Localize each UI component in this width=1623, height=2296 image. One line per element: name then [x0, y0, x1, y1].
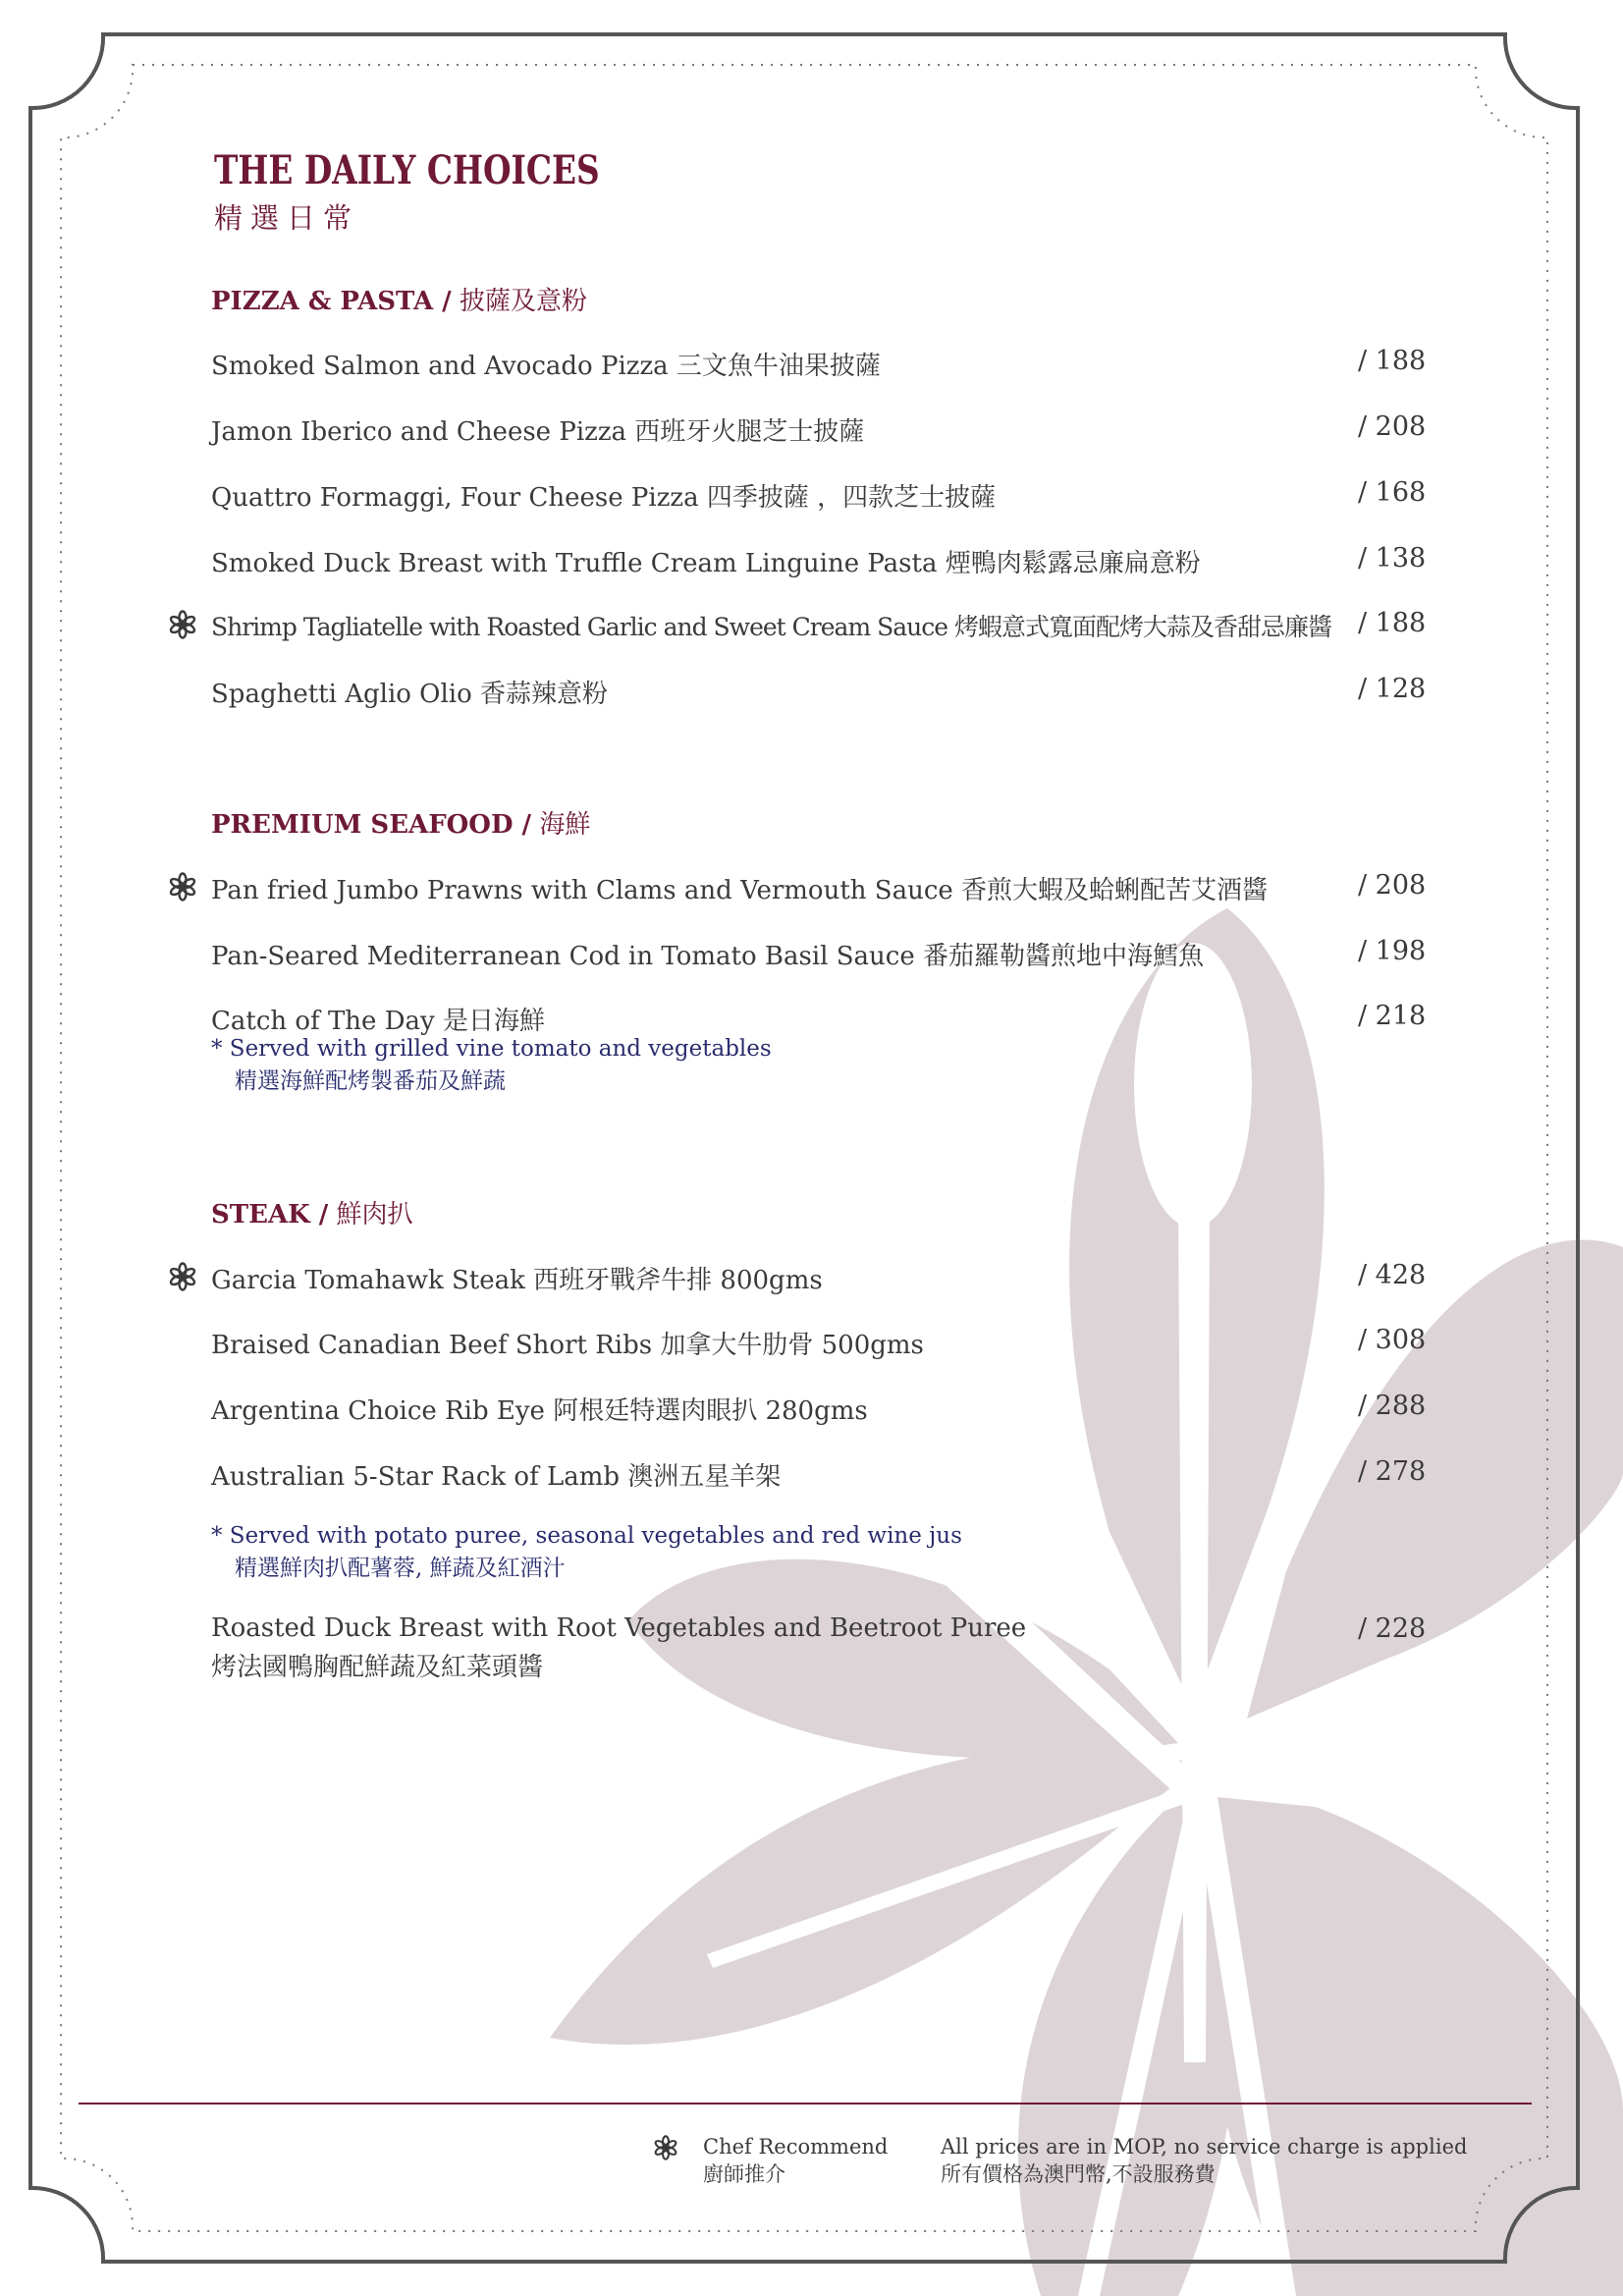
menu-item-name: Australian 5-Star Rack of Lamb 澳洲五星羊架: [211, 1462, 782, 1492]
menu-item-price: / 128: [1358, 674, 1427, 704]
section-heading-pizza-pasta: [211, 281, 587, 317]
menu-item-price: / 288: [1358, 1391, 1427, 1421]
menu-item: [211, 1325, 1429, 1364]
menu-item-name: Pan-Seared Mediterranean Cod in Tomato Basil Sauce 番茄羅勒醬煎地中海鱈魚: [211, 942, 1204, 971]
menu-item-price: / 228: [1358, 1613, 1427, 1644]
chef-recommend-icon: [168, 872, 197, 902]
page-subtitle: 精選日常: [214, 201, 360, 235]
menu-item-name: Roasted Duck Breast with Root Vegetables and Beetroot Puree: [211, 1613, 1027, 1643]
menu-item: [211, 1391, 1429, 1430]
menu-item-name: Smoked Duck Breast with Truffle Cream Linguine Pasta 煙鴨肉鬆露忌廉扁意粉: [211, 549, 1201, 578]
section-heading-premium-seafood: [211, 804, 590, 841]
footnote-en: All prices are in MOP, no service charge is applied: [941, 2135, 1468, 2159]
menu-item-name: Garcia Tomahawk Steak 西班牙戰斧牛排 800gms: [211, 1266, 823, 1295]
chef-recommend-icon: [653, 2135, 678, 2160]
menu-item: [211, 1260, 1429, 1299]
section-heading-zh: 海鮮: [539, 810, 591, 840]
serving-note-en: * Served with grilled vine tomato and vegetables: [211, 1036, 772, 1062]
menu-item-price: / 218: [1358, 1001, 1427, 1031]
menu-item-price: / 168: [1358, 477, 1427, 508]
menu-item: [211, 674, 1429, 713]
menu-item-name: Catch of The Day 是日海鮮: [211, 1007, 545, 1036]
menu-item: [211, 608, 1429, 647]
menu-item: [211, 346, 1429, 385]
menu-item-price: / 198: [1358, 936, 1427, 966]
menu-item: [211, 543, 1429, 582]
section-heading-en: STEAK /: [211, 1200, 329, 1230]
chef-recommend-icon: [168, 610, 197, 639]
menu-item-name: Pan fried Jumbo Prawns with Clams and Vermouth Sauce 香煎大蝦及蛤蜊配苦艾酒醬: [211, 876, 1269, 905]
menu-item-price: / 208: [1358, 870, 1427, 901]
section-heading-en: PREMIUM SEAFOOD /: [211, 810, 532, 840]
footer-divider: [79, 2103, 1532, 2105]
serving-note-zh: 精選海鮮配烤製番茄及鮮蔬: [235, 1068, 506, 1094]
section-heading-en: PIZZA & PASTA /: [211, 287, 452, 316]
serving-note-zh: 精選鮮肉扒配薯蓉, 鮮蔬及紅酒汁: [235, 1556, 566, 1581]
menu-item-price: / 278: [1358, 1456, 1427, 1487]
menu-item-name: Braised Canadian Beef Short Ribs 加拿大牛肋骨 500gms: [211, 1331, 924, 1360]
chef-recommend-icon: [168, 1262, 197, 1291]
menu-item-price: / 138: [1358, 543, 1427, 574]
menu-item: [211, 477, 1429, 517]
page-title: THE DAILY CHOICES: [214, 147, 600, 193]
serving-note: [211, 1520, 962, 1585]
menu-item-name: Shrimp Tagliatelle with Roasted Garlic and Sweet Cream Sauce 烤蝦意式寬面配烤大蒜及香甜忌廉醬: [211, 613, 1331, 641]
price-footnote: [941, 2133, 1467, 2188]
menu-item-price: / 308: [1358, 1325, 1427, 1355]
serving-note: [211, 1033, 772, 1098]
menu-item-price: / 428: [1358, 1260, 1427, 1290]
chef-recommend-legend: [703, 2133, 888, 2188]
legend-zh: 廚師推介: [703, 2162, 785, 2186]
menu-item-name-zh: 烤法國鴨胸配鮮蔬及紅菜頭醬: [211, 1653, 544, 1682]
serving-note-en: * Served with potato puree, seasonal vegetables and red wine jus: [211, 1523, 962, 1549]
menu-item: [211, 870, 1429, 909]
menu-item-name: Quattro Formaggi, Four Cheese Pizza 四季披薩 ，四款芝士披薩: [211, 483, 997, 513]
menu-item-name: Smoked Salmon and Avocado Pizza 三文魚牛油果披薩: [211, 352, 881, 381]
menu-item-name: Argentina Choice Rib Eye 阿根廷特選肉眼扒 280gms: [211, 1396, 868, 1426]
menu-item-price: / 188: [1358, 608, 1427, 638]
menu-item: [211, 1456, 1429, 1496]
menu-item-name: Jamon Iberico and Cheese Pizza 西班牙火腿芝士披薩: [211, 417, 865, 447]
legend-en: Chef Recommend: [703, 2135, 889, 2159]
menu-item: [211, 936, 1429, 975]
section-heading-steak: [211, 1194, 413, 1230]
section-heading-zh: 鮮肉扒: [336, 1200, 413, 1230]
section-heading-zh: 披薩及意粉: [459, 287, 587, 316]
menu-item-name: Spaghetti Aglio Olio 香蒜辣意粉: [211, 680, 609, 709]
menu-item-price: / 208: [1358, 411, 1427, 442]
menu-item: [211, 411, 1429, 451]
footnote-zh: 所有價格為澳門幣,不設服務費: [941, 2162, 1216, 2186]
menu-item-price: / 188: [1358, 346, 1427, 376]
